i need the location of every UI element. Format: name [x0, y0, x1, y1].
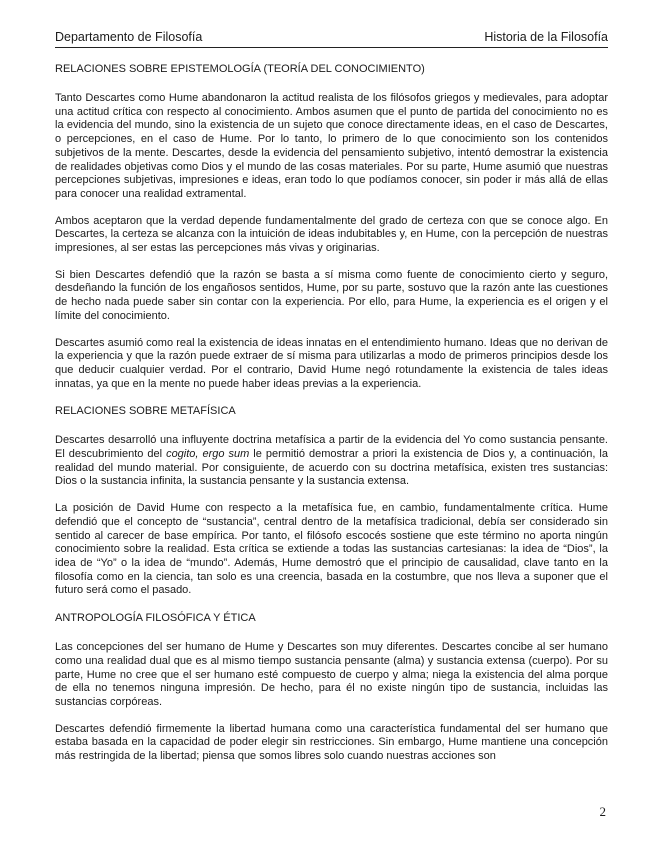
text-run: Descartes desarrolló una influyente doctrina metafísica a partir de la evidencia del Yo como sustancia pensante. El descubrimiento del [55, 434, 608, 461]
page-content [55, 62, 608, 777]
italic-term: cogito, ergo sum [166, 448, 250, 461]
paragraph: Ambos aceptaron que la verdad depende fundamentalmente del grado de certeza con que se conoce algo. En Descartes, la certeza se alcanza con la intuición de ideas indubitables y, en Hume, con la percepción de nuestras impresiones, al ser estas las percepciones más vivas y originarias. [55, 214, 608, 255]
paragraph: Descartes defendió firmemente la libertad humana como una característica fundamental del ser humano que estaba basada en la capacidad de poder elegir sin restricciones. Sin embargo, Hume mantiene una concepción más restringida de la libertad; piensa que somos libres solo cuando nuestras acciones son [55, 722, 608, 763]
page-header [55, 26, 608, 48]
paragraph: Si bien Descartes defendió que la razón se basta a sí misma como fuente de conocimiento cierto y seguro, desdeñando la función de los engañosos sentidos, Hume, por su parte, sostuvo que la razón ante las cuestiones de hecho nada puede saber sin contar con la experiencia. Por ello, para Hume, la experiencia es el origen y el límite del conocimiento. [55, 268, 608, 322]
paragraph: Descartes asumió como real la existencia de ideas innatas en el entendimiento humano. Ideas que no derivan de la experiencia y que la razón puede extraer de sí misma para utilizarlas a modo de primeros principios desde los que deducir cualquier verdad. Por el contrario, David Hume negó rotundamente la existencia de tales ideas innatas, ya que en la mente no puede haber ideas previas a la experiencia. [55, 336, 608, 390]
paragraph: La posición de David Hume con respecto a la metafísica fue, en cambio, fundamentalmente crítica. Hume defendió que el concepto de “sustancia”, central dentro de la metafísica tradicional, debía ser considerado sin sentido al carecer de base empírica. Por tanto, el filósofo escocés sostiene que este término no aporta ningún conocimiento sobre la realidad. Esta crítica se extiende a todas las sustancias cartesianas: la idea de “Dios”, la idea de “Yo” o la idea de “mundo”. Además, Hume demostró que el principio de causalidad, clave tanto en la filosofía como en la ciencia, tan solo es una creencia, basada en la costumbre, que nos lleva a suponer que el futuro será como el pasado. [55, 502, 608, 597]
section-title-metaphysics: RELACIONES SOBRE METAFÍSICA [55, 405, 236, 418]
page-number: 2 [599, 804, 606, 819]
section-title-epistemology: RELACIONES SOBRE EPISTEMOLOGÍA (TEORÍA DEL CONOCIMIENTO) [55, 63, 425, 75]
paragraph: Tanto Descartes como Hume abandonaron la actitud realista de los filósofos griegos y medievales, para adoptar una actitud crítica con respecto al conocimiento. Ambos asumen que el punto de partida del conocimiento no es la evidencia del mundo, sino la existencia de un sujeto que conoce directamente ideas, en el caso de Descartes, o percepciones, en el caso de Hume. Por lo tanto, lo primero de lo que conocimiento son los contenidos subjetivos de la mente. Descartes, desde la evidencia del pensamiento subjetivo, intentó demostrar la existencia de realidades objetivas como Dios y el mundo de las cosas materiales. Por su parte, Hume asumió que nuestras percepciones subjetivas, impresiones e ideas, eran todo lo que podíamos conocer, sin poder ir más allá de ellas para conocer una realidad extramental. [55, 92, 608, 200]
text-run: le permitió demostrar a priori la existencia de Dios y, a continuación, la realidad del mundo material. Por consiguiente, de acuerdo con su doctrina metafísica, existen tres sustancias: Dios o la sustancia infinita, la sustancia pensante y la sustancia extensa. [55, 448, 608, 488]
header-subject: Historia de la Filosofía [484, 30, 608, 44]
header-department: Departamento de Filosofía [55, 30, 203, 44]
section-title-anthropology: ANTROPOLOGÍA FILOSÓFICA Y ÉTICA [55, 612, 256, 625]
paragraph: Las concepciones del ser humano de Hume y Descartes son muy diferentes. Descartes concibe al ser humano como una realidad dual que es al mismo tiempo sustancia pensante (alma) y sustancia extensa (cuerpo). Por su parte, Hume no cree que el ser humano esté compuesto de cuerpo y alma; niega la existencia del alma porque de ella no tenemos ninguna impresión. De hecho, para él no existe ningún tipo de sustancia, incluidas las sustancias corpóreas. [55, 641, 608, 708]
paragraph [55, 434, 608, 489]
